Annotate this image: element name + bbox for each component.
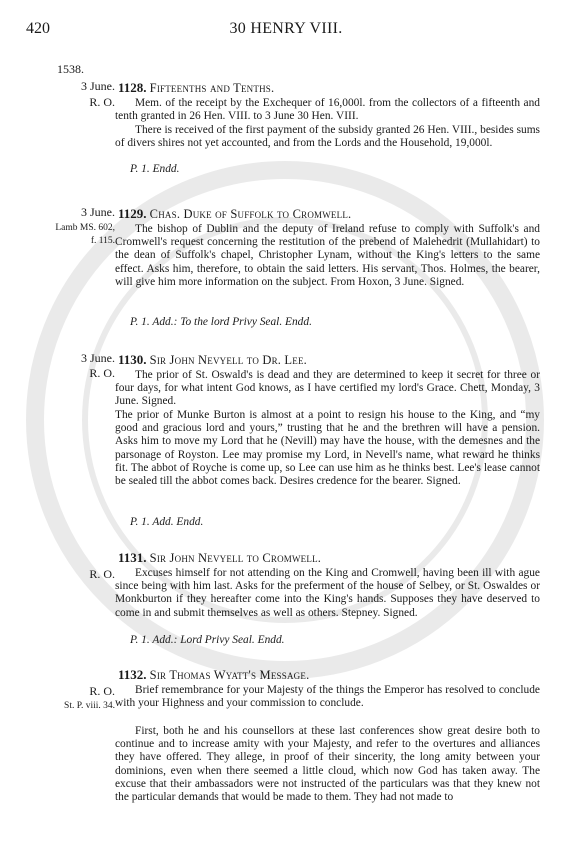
entry-paragraph: There is received of the first payment of the subsidy granted 26 Hen. VIII., besides sums of divers shires not yet accounted, and from the Lords and the Household, 19,000l. — [115, 124, 540, 150]
margin-date: 3 June. — [81, 205, 115, 219]
entry-note: P. 1. Add.: Lord Privy Seal. Endd. — [130, 634, 285, 646]
entry-heading: Sir John Nevyell to Dr. Lee. — [149, 353, 307, 367]
page-header — [26, 20, 546, 40]
entry-margin — [35, 80, 115, 109]
entry-title — [118, 80, 274, 96]
running-title: 30 HENRY VIII. — [229, 20, 343, 37]
entry-margin — [35, 568, 115, 581]
entry-heading: Sir John Nevyell to Cromwell. — [149, 551, 322, 565]
entry-margin — [35, 206, 115, 248]
entry-paragraph: Mem. of the receipt by the Exchequer of 16,000l. from the collectors of a fifteenth and tenth granted in 26 Hen. VIII. to 3 June 30 Hen. VIII. — [115, 97, 540, 123]
entry-margin — [35, 352, 115, 380]
margin-source: R. O. — [89, 567, 115, 581]
entry-paragraph: Brief remembrance for your Majesty of the things the Emperor has resolved to conclude with your Highness and your commission to conclude. — [115, 684, 540, 710]
margin-date: 3 June. — [81, 351, 115, 365]
entry-paragraph: The bishop of Dublin and the deputy of Ireland refuse to comply with Suffolk's and Cromwell's request concerning the restitution of the prebend of Malehedrit (Mullahidart) to the dean of Suffolk's chapel, Christopher Lynam, without the King's letters to the same effect. Asks him, therefore, to obtain the said letters. His servant, Thos. Holmes, the bearer, will give him more information on the subject. From Hoxon, 3 June. Signed. — [115, 223, 540, 288]
margin-source-2: St. P. viii. 34. — [64, 701, 115, 711]
entry-note: P. 1. Add. Endd. — [130, 516, 204, 528]
year-label: 1538. — [57, 62, 84, 76]
entry-number: 1130. — [118, 352, 147, 367]
entry-paragraph: The prior of Munke Burton is almost at a point to resign his house to the King, and “my good and gracious lord and yours,” trusting that he and the brethren will have a pension. Asks him to move my Lord that he (Nevill) may have the house, with the demesnes and the parsonage of Royston. Lee may promise my Lord, in Nevell's name, what reward he thinks fit. The abbot of Royche is come up, so Lee can use him as he thinks best. Lee's lease cannot be sealed till the abbot comes back. Desires credence for the bearer. Signed. — [115, 409, 540, 488]
entry-margin — [35, 685, 115, 713]
page-number: 420 — [26, 20, 50, 37]
entry-paragraph: The prior of St. Oswald's is dead and they are determined to keep it secret for three or four days, for what intent God knows, as I have certified my lord's Grace. Chett, Monday, 3 June. Signed. — [115, 369, 540, 408]
entry-title — [118, 550, 321, 566]
entry-number: 1131. — [118, 550, 147, 565]
margin-source: R. O. — [89, 684, 115, 698]
entry-heading: Chas. Duke of Suffolk to Cromwell. — [149, 207, 352, 221]
entry-title — [118, 206, 351, 222]
entry-note: P. 1. Endd. — [130, 163, 180, 175]
margin-source: Lamb MS. 602, f. 115. — [55, 223, 115, 246]
entry-paragraph: First, both he and his counsellors at these last conferences show great desire both to continue and to increase amity with your Majesty, and refer to the overtures and alliances they have offered. They allege, in proof of their sincerity, the long amity between your dominions, even when there seemed a little cloud, which now God has taken away. The excuse that their ambassadors were not instructed of the particulars was that they knew not the particular demands that would be made to them. They had not made to — [115, 725, 540, 804]
margin-source: R. O. — [89, 366, 115, 380]
entry-number: 1132. — [118, 667, 147, 682]
margin-source: R. O. — [89, 95, 115, 109]
entry-heading: Fifteenths and Tenths. — [149, 81, 275, 95]
entry-paragraph: Excuses himself for not attending on the King and Cromwell, having been ill with ague since being with him last. Asks for the preferment of the house of Selbey, or St. Oswaldes or Monkburton if they hereafter come into the King's hands. Supposes they have deserved to come in and submit themselves as well as others. Stepney. Signed. — [115, 567, 540, 619]
entry-number: 1128. — [118, 80, 147, 95]
entry-title — [118, 352, 307, 368]
entry-number: 1129. — [118, 206, 147, 221]
entry-title — [118, 667, 309, 683]
entry-heading: Sir Thomas Wyatt's Message. — [149, 668, 310, 682]
margin-date: 3 June. — [81, 79, 115, 93]
entry-note: P. 1. Add.: To the lord Privy Seal. Endd. — [130, 316, 312, 328]
